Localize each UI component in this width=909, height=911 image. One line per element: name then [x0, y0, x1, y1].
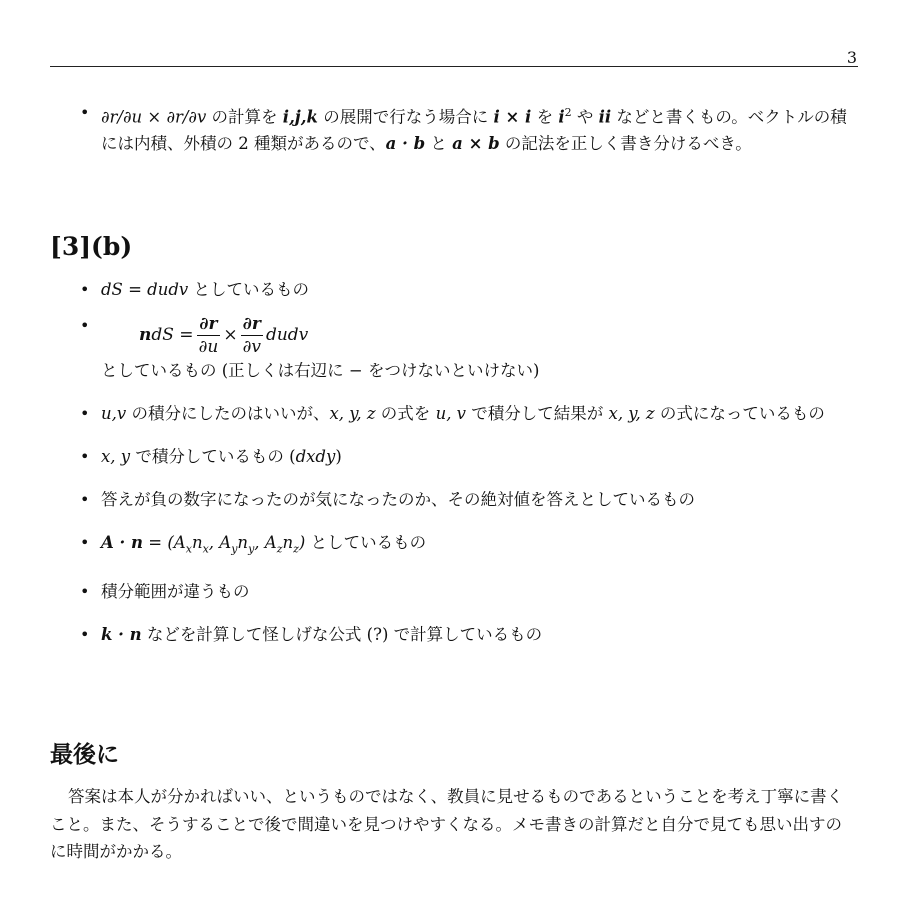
subscript: z: [276, 542, 283, 556]
text-segment: や: [571, 107, 599, 127]
math-components: [143, 533, 306, 556]
subscript: x: [202, 542, 209, 556]
display-equation: [139, 313, 308, 358]
math-partial-cross: ∂r/∂u × ∂r/∂v: [101, 107, 207, 127]
text-segment: で積分しているもの (: [130, 447, 296, 466]
times-symbol: ×: [223, 325, 238, 345]
text-segment: としているもの: [188, 280, 310, 299]
math-dot-product: a · b: [385, 133, 426, 153]
section-3b-list: [53, 277, 859, 648]
subscript: z: [293, 542, 299, 556]
math-cross-product: a × b: [452, 133, 500, 153]
fraction-numerator: ∂r: [197, 313, 221, 336]
math-ii: ii: [598, 107, 612, 127]
math-ds: dS = dudv: [101, 280, 189, 299]
list-item: [53, 277, 859, 303]
fraction-denominator: ∂u: [198, 337, 219, 357]
fraction-dr-dv: [241, 313, 263, 358]
text-segment: の計算を: [206, 107, 283, 127]
list-item: [53, 313, 859, 384]
math-k-dot-n: k · n: [101, 625, 142, 645]
math-part: ): [298, 533, 306, 552]
text-segment: を: [531, 107, 559, 127]
math-part: , A: [254, 533, 277, 552]
math-uv: u, v: [435, 404, 467, 423]
text-segment: と: [425, 133, 453, 153]
text-segment: の式を: [375, 404, 436, 423]
subscript: y: [248, 542, 255, 556]
math-ixi: i × i: [493, 107, 532, 127]
list-item: [53, 401, 859, 427]
math-n: n: [139, 325, 152, 345]
closing-paragraph: 答案は本人が分かればいい、というものではなく、教員に見せるものであるということを考え丁寧に書くこと。また、そうすることで後で間違いを見つけやすくなる。メモ書きの計算だと自分で見ても思い出すのに時間がかかる。: [50, 787, 844, 861]
fraction-denominator: ∂v: [242, 337, 261, 357]
math-xyz: x, y, z: [608, 404, 655, 423]
section-title-last: 最後に: [50, 742, 119, 768]
section-title-3b: [3](b): [50, 232, 133, 261]
list-item: [53, 579, 859, 605]
text-segment: の積分にしたのはいいが、: [126, 404, 330, 423]
text-segment: としているもの: [305, 533, 427, 552]
superscript: 2: [564, 106, 572, 119]
top-bullet-list: [53, 100, 859, 157]
math-part: n: [237, 533, 249, 552]
math-i-squared: i: [558, 107, 565, 127]
math-part: n: [282, 533, 294, 552]
fraction-numerator: ∂r: [241, 313, 263, 336]
text-segment: で積分して結果が: [466, 404, 609, 423]
text-segment: ): [335, 447, 342, 466]
subscript: x: [185, 542, 192, 556]
text-segment: の式になっているもの: [654, 404, 825, 423]
fraction-dr-du: [197, 313, 221, 358]
math-dudv: dudv: [265, 325, 309, 345]
page-number: 3: [846, 48, 857, 67]
math-lhs: dS =: [151, 325, 194, 345]
header-rule: [50, 66, 858, 67]
math-ijk: i,j,k: [282, 107, 318, 127]
list-item: [53, 444, 859, 470]
math-dxdy: dxdy: [295, 447, 336, 466]
math-xyz: x, y, z: [329, 404, 376, 423]
item-text: 答えが負の数字になったのが気になったのか、その絶対値を答えとしているもの: [101, 490, 695, 509]
list-item: [53, 622, 859, 648]
list-item: [53, 100, 859, 157]
list-item: [53, 530, 859, 562]
text-segment: などと書くもの。ベクトルの積には内積、外積の 2 種類があるので、: [101, 107, 847, 153]
item-text: としているもの (正しくは右辺に − をつけないといけない): [101, 361, 540, 380]
text-segment: などを計算して怪しげな公式 (?) で計算しているもの: [141, 625, 543, 645]
item-text: 積分範囲が違うもの: [101, 582, 250, 602]
math-part: n: [191, 533, 203, 552]
math-uv: u,v: [101, 404, 127, 423]
math-part: = (A: [143, 533, 186, 552]
subscript: y: [231, 542, 238, 556]
math-xy: x, y: [101, 447, 131, 466]
math-part: , A: [208, 533, 232, 552]
text-segment: の記法を正しく書き分けるべき。: [499, 133, 752, 153]
math-A-dot-n: A · n: [101, 533, 144, 552]
text-segment: の展開で行なう場合に: [317, 107, 494, 127]
list-item: [53, 487, 859, 513]
